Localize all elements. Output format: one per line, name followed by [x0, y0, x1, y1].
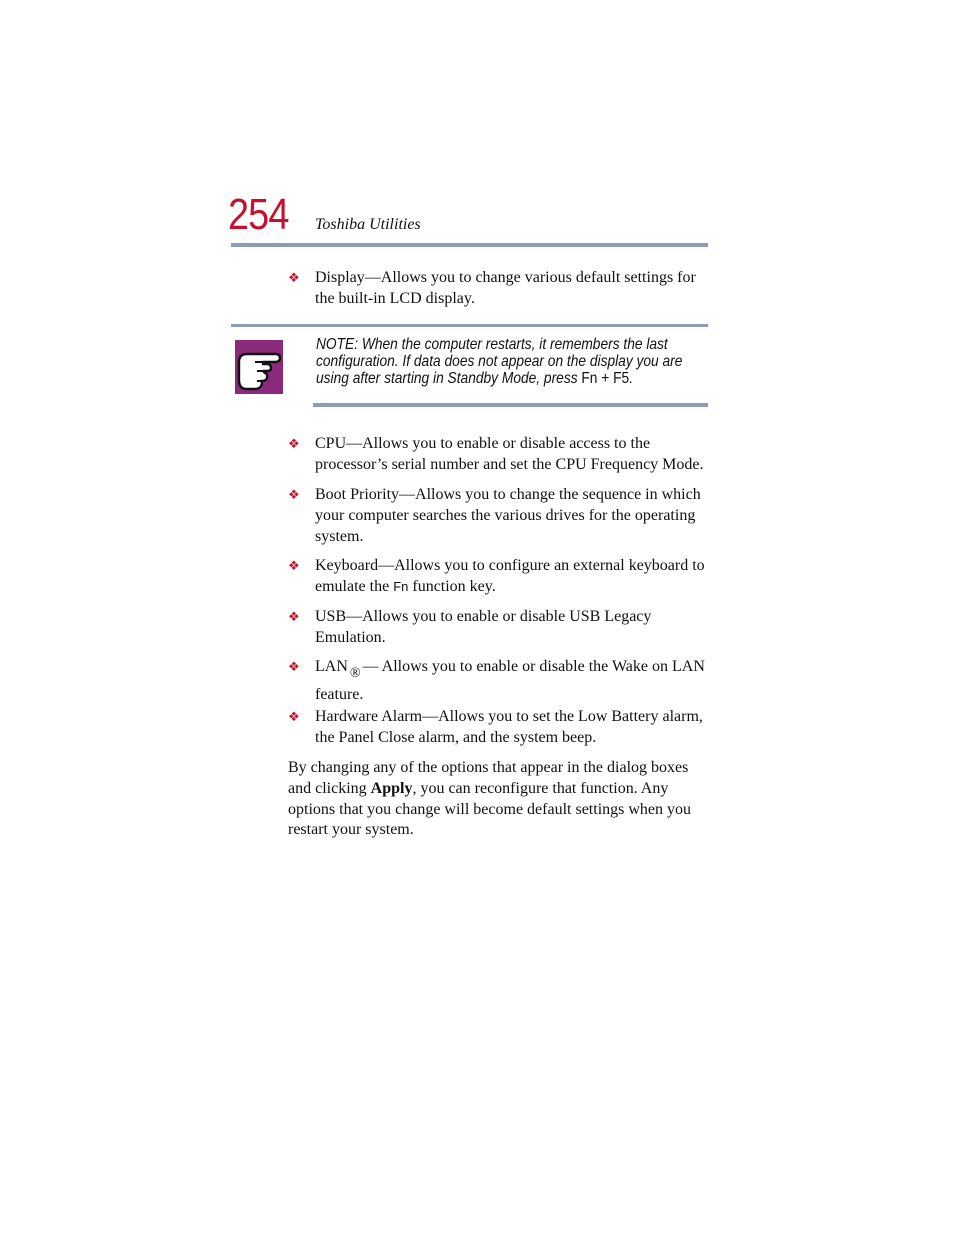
bullet-text: CPU—Allows you to enable or disable access to the processor’s serial number and set the CPU Frequency Mode. — [315, 435, 704, 473]
note-body: NOTE: When the computer restarts, it remembers the last configuration. If data does not appear on the display you are using after starting in Standby Mode, press — [316, 336, 683, 387]
section-title: Toshiba Utilities — [315, 216, 421, 233]
bullet-glyph: ❖ — [288, 709, 300, 724]
note-end: . — [629, 370, 634, 387]
note-bottom-rule — [313, 403, 708, 407]
note-key-combo: Fn + F5 — [581, 370, 630, 387]
bullet-glyph: ❖ — [288, 436, 300, 451]
bullet-text: Boot Priority—Allows you to change the sequence in which your computer searches the various drives for the operating system. — [315, 486, 701, 545]
apply-term: Apply — [370, 779, 413, 797]
closing-paragraph — [288, 758, 713, 841]
bullet-hardware-alarm — [288, 707, 708, 749]
registered-mark: ® — [349, 666, 361, 681]
lan-text: — Allows you to enable or disable the Wake on LAN feature. — [315, 658, 705, 703]
header-rule — [231, 243, 708, 247]
bullet-display — [288, 268, 708, 310]
bullet-cpu — [288, 434, 708, 476]
bullet-text: USB—Allows you to enable or disable USB Legacy Emulation. — [315, 608, 652, 646]
page-number: 254 — [228, 190, 289, 239]
bullet-glyph: ❖ — [288, 487, 300, 502]
bullet-text — [315, 556, 708, 598]
pointing-hand-icon — [235, 340, 283, 394]
bullet-boot-priority — [288, 485, 708, 547]
bullet-lan — [288, 657, 708, 706]
bullet-glyph: ❖ — [288, 609, 300, 624]
lan-label: LAN — [315, 658, 348, 675]
keyboard-text: Keyboard—Allows you to configure an external keyboard to emulate the — [315, 557, 705, 595]
note-text — [316, 336, 703, 387]
bullet-glyph: ❖ — [288, 558, 300, 573]
keyboard-text-end: function key. — [408, 577, 496, 595]
bullet-text: Display—Allows you to change various default settings for the built-in LCD display. — [315, 269, 696, 307]
bullet-keyboard — [288, 556, 708, 598]
fn-key: Fn — [393, 578, 409, 594]
bullet-glyph: ❖ — [288, 270, 300, 285]
note-top-rule — [231, 324, 708, 327]
bullet-usb — [288, 607, 708, 649]
bullet-text — [315, 657, 708, 706]
bullet-glyph: ❖ — [288, 659, 300, 674]
closing-text: By changing any of the options that appear in the dialog boxes and clicking — [288, 759, 689, 797]
closing-text-end: , you can reconfigure that function. Any options that you change will become default settings when you restart your system. — [288, 779, 692, 839]
bullet-text: Hardware Alarm—Allows you to set the Low Battery alarm, the Panel Close alarm, and the system beep. — [315, 708, 703, 746]
